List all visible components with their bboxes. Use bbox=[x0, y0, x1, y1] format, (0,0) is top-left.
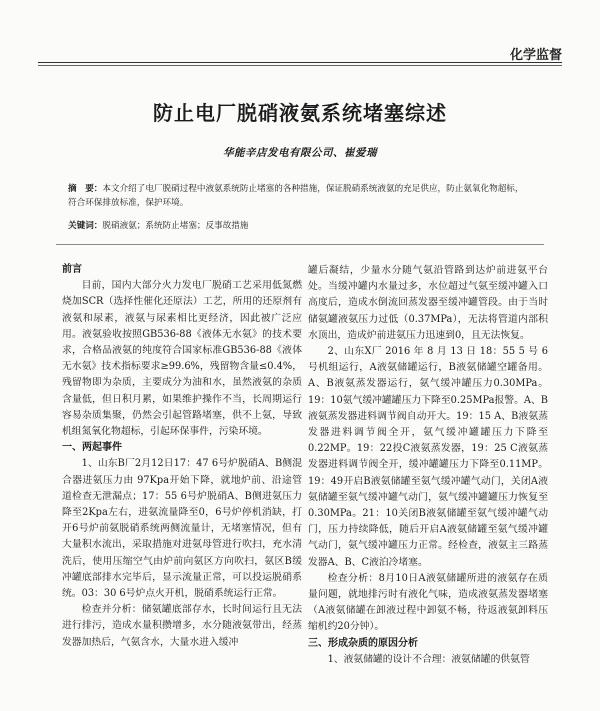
section-tag: 化学监督 bbox=[509, 48, 562, 63]
body-paragraph: 1、液氨储罐的设计不合理：液氨储罐的供氨管 bbox=[327, 653, 530, 665]
body-paragraph: 罐后凝结，少量水分随气氨沿管路到达炉前进氨平台处。当缓冲罐内水量过多，水位超过气氨至缓冲罐入口高度后，造成水倒流回蒸发器至缓冲罐管段。由于当时储氨罐液氨压力过低（0.37MPa），无法将管道内部积水顶出，造成炉前进氨压力迅速到0，且无法恢复。 bbox=[308, 265, 548, 341]
body-paragraph: 检查分析：8月10日A液氨储罐所进的液氨存在质量问题，就地排污时有液化气味，造成液氨蒸发器堵塞（A液氨储罐在卸液过程中卸氨不畅，待返液氨卸料压缩机约20分钟）。 bbox=[308, 572, 548, 633]
abstract-text: 本文介绍了电厂脱硝过程中液氨系统防止堵塞的各种措施，保证脱硝系统液氨的充足供应，防止氨氧化物超标，符合环保排放标准，保护环境。 bbox=[68, 184, 524, 208]
abstract-label: 摘 要： bbox=[68, 184, 103, 194]
section-heading: 前言 bbox=[62, 264, 82, 275]
section-heading: 一、两起事件 bbox=[62, 442, 122, 454]
body-paragraph: 检查并分析：储氨罐底部存水，长时间运行且无法进行排污，造成水量积攒增多，水分随液氨带出，经蒸发器加热后，气氨含水，大量水进入缓冲 bbox=[62, 604, 302, 648]
section-heading: 三、形成杂质的原因分析 bbox=[308, 637, 418, 649]
authors: 华能辛店发电有限公司、崔爱瑞 bbox=[223, 147, 377, 159]
page-title: 防止电厂脱硝液氨系统堵塞综述 bbox=[153, 101, 447, 125]
header-rule-thin bbox=[38, 65, 562, 66]
left-column bbox=[62, 262, 302, 651]
abstract bbox=[68, 182, 532, 210]
abstract-divider bbox=[56, 244, 544, 245]
body-paragraph: 目前，国内大部分火力发电厂脱硝工艺采用低氮燃烧加SCR（选择性催化还原法）工艺，所用的还原剂有液氨和尿素，液氨与尿素相比更经济，因此被广泛应用。液氨验收按照GB536-88《液体无水氨》的技术要求，合格品液氨的纯度符合国家标准GB536-88《液体无水氨》技术指标要求≥99.6%，残留物含量≤0.4%，残留物即为杂质，主要成分为油和水，虽然液氨的杂质含量低，但日积月累，如果维护操作不当，长周期运行容易杂质集聚，仍然会引起管路堵塞，供不上氨，导致机组氮氧化物超标，引起环保事件，污染环境。 bbox=[62, 280, 302, 438]
right-column bbox=[308, 263, 548, 668]
keywords-label: 关键词： bbox=[68, 221, 103, 231]
keywords bbox=[68, 219, 532, 233]
body-paragraph: 1、山东B厂2月12日17：47 6号炉脱硝A、B侧混合器进氨压力由 97Kpa开始下降，就地炉前、沿途管道检查无泄漏点；17：55 6号炉脱硝A、B侧进氨压力降至2Kpa左右，进氨流量降至0，6号炉停机消缺，打开6号炉前氨脱硝系统两侧流量计，无堵塞情况，但有大量积水流出，采取措施对进氨母管进行吹扫，充水清洗后，使用压缩空气由炉前向氨区方向吹扫，氨区B缓冲罐底部排水完毕后，显示流量正常，可以投运脱硝系统。03：30 6号炉点火开机，脱硝系统运行正常。 bbox=[62, 458, 302, 600]
body-paragraph: 2、山东X厂 2016 年 8 月 13 日 18：55 5 号 6 号机组运行，A液氨储罐运行，B液氨储罐空罐备用。A、B液氨蒸发器运行，氨气缓冲罐压力0.30MPa。19：10氨气缓冲罐罐压力下降至0.25MPa报警。A、B液氨蒸发器进料调节阀自动开大。19：15 A、B液氨蒸发器进料调节阀全开，氨气缓冲罐罐压力下降至0.22MP。19：22投C液氨蒸发器，19：25 C液氨蒸发器进料调节阀全开，缓冲罐罐压力下降至0.11MP。19：49开启B液氨储罐至氨气缓冲罐气动门，关闭A液氨储罐至氨气缓冲罐气动门，氨气缓冲罐罐压力恢复至0.30MPa。21：10关闭B液氨储罐至氨气缓冲罐气动门，压力持续降低，随后开启A液氨储罐至氨气缓冲罐气动门，氨气缓冲罐压力正常。经检查，液氨主三路蒸发器A、B、C液泊冷堵塞。 bbox=[308, 346, 548, 568]
keywords-text: 脱硝液氨；系统防止堵塞；反事故措施 bbox=[102, 221, 249, 231]
header-rule bbox=[38, 62, 562, 63]
